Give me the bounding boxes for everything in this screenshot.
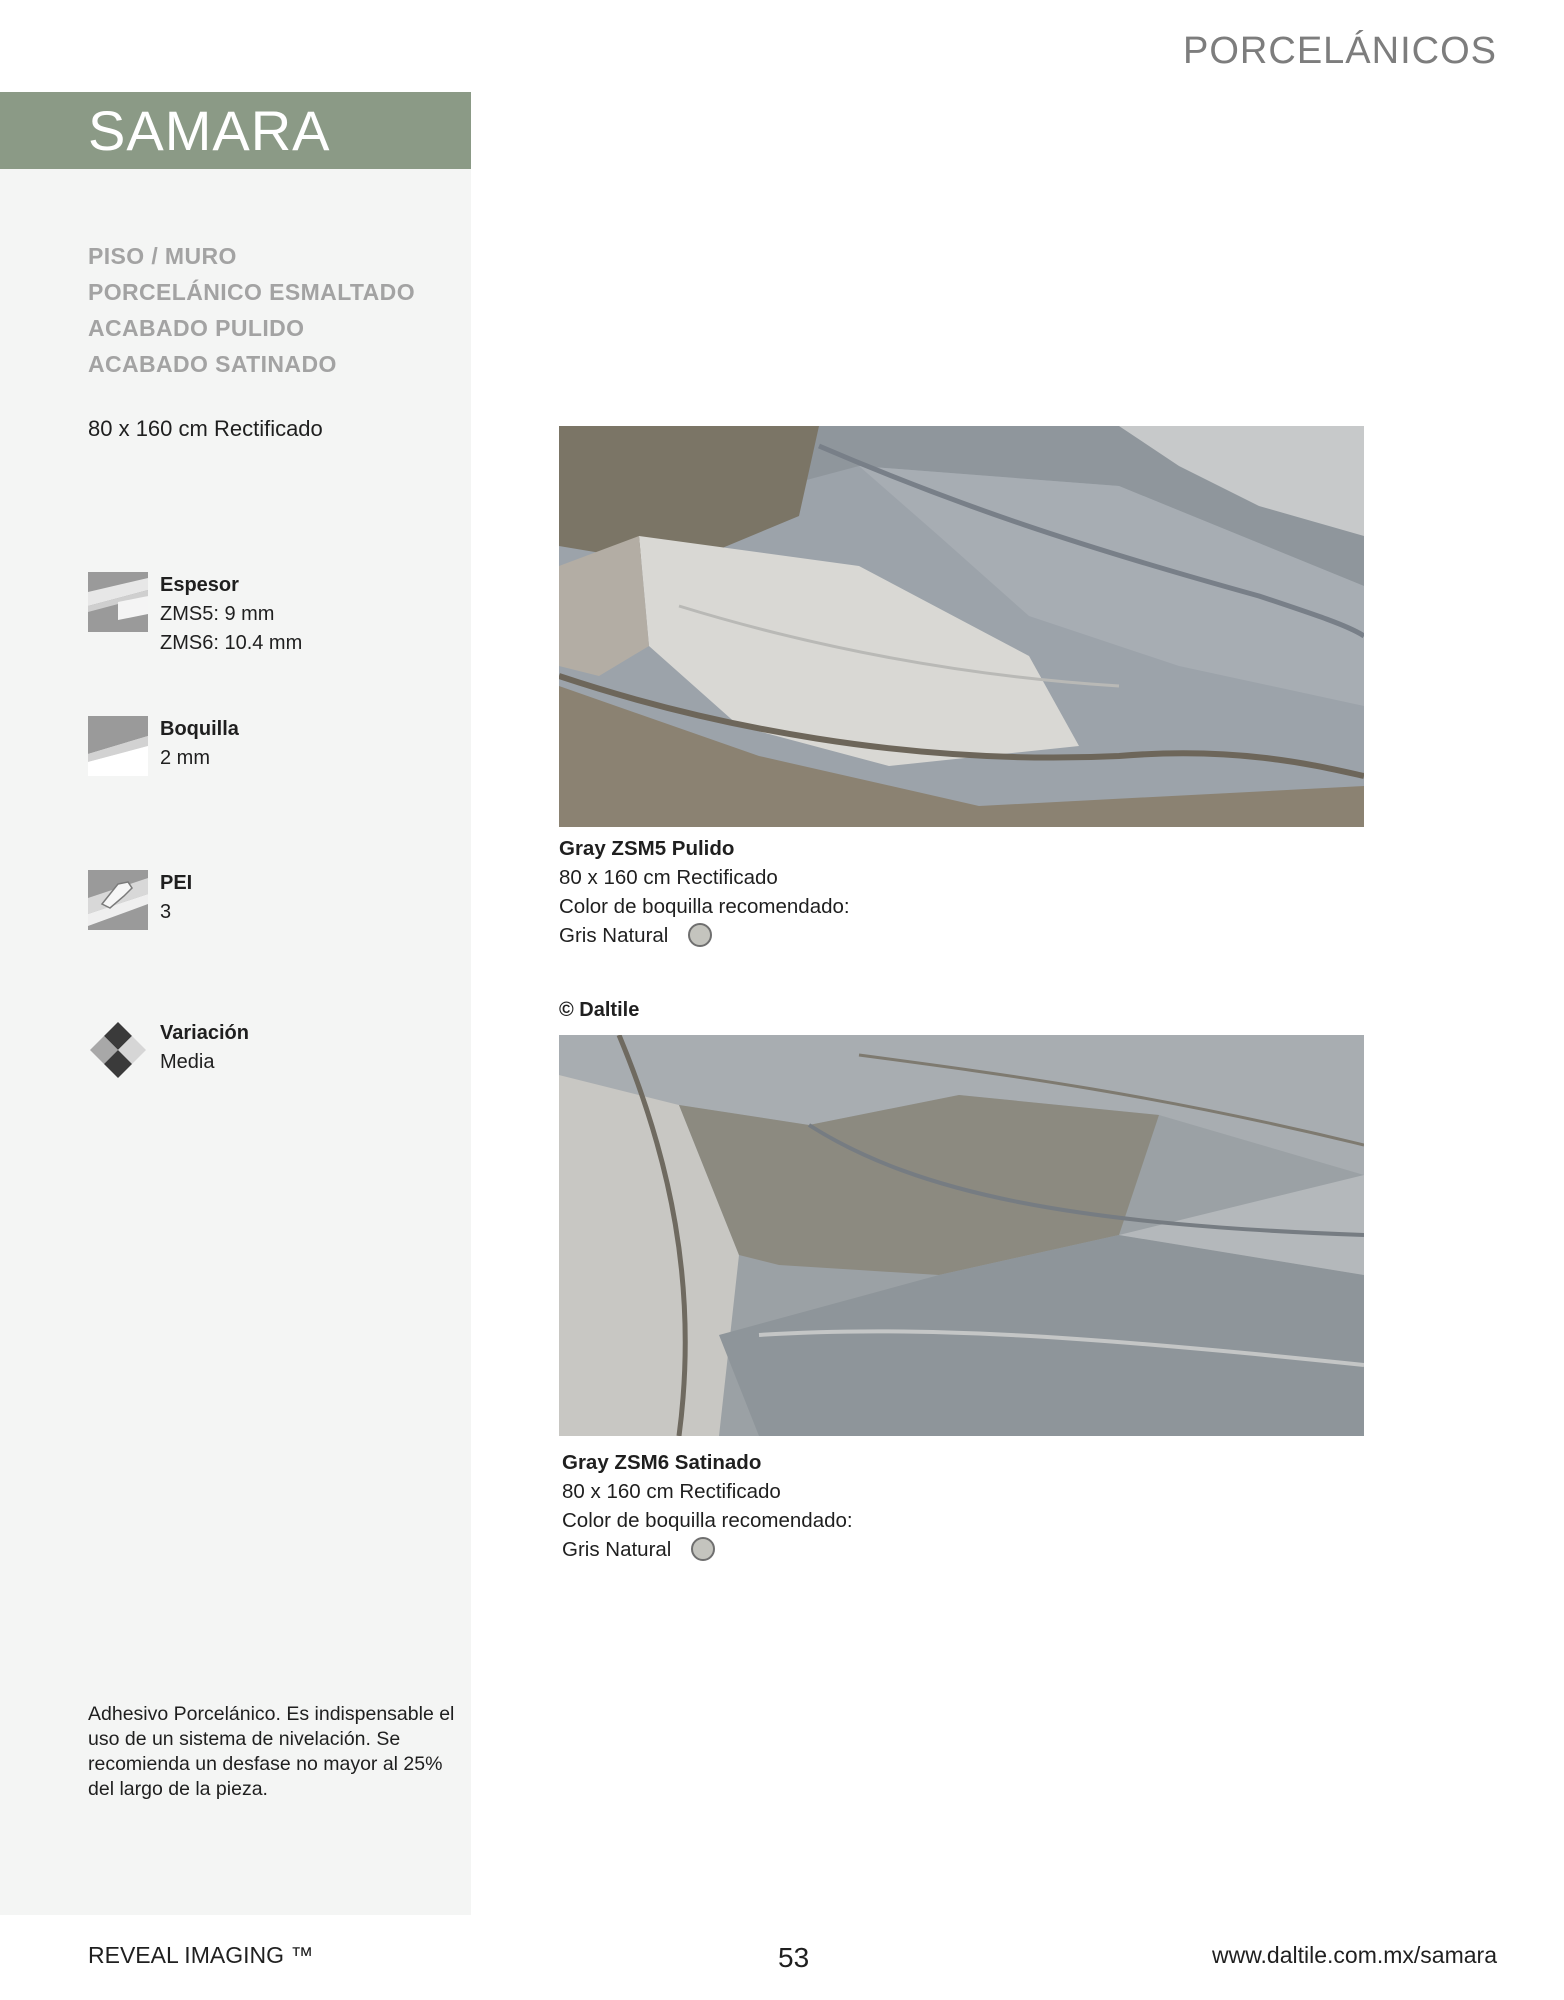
tile-name: Gray ZSM6 Satinado	[562, 1451, 762, 1474]
tile-format: 80 x 160 cm Rectificado	[562, 1480, 781, 1503]
tile-format: 80 x 160 cm Rectificado	[559, 866, 778, 889]
espesor-value-zms5: ZMS5: 9 mm	[160, 603, 275, 625]
spec-finish-polished: ACABADO PULIDO	[88, 315, 305, 341]
tile-image-zsm5	[559, 426, 1364, 827]
section-category: PORCELÁNICOS	[1183, 30, 1497, 72]
variation-icon	[88, 1020, 148, 1080]
pei-label: PEI	[160, 872, 193, 894]
espesor-label: Espesor	[160, 574, 239, 596]
grout-color	[559, 921, 850, 950]
grout-color-name: Gris Natural	[559, 924, 669, 947]
product-format: 80 x 160 cm Rectificado	[88, 416, 323, 441]
footer-brand: REVEAL IMAGING ™	[88, 1942, 314, 1968]
image-credit: © Daltile	[559, 999, 640, 1021]
pei-value: 3	[160, 901, 172, 923]
tile-caption-zsm6	[562, 1448, 853, 1564]
tile-image-zsm6	[559, 1035, 1364, 1436]
boquilla-value: 2 mm	[160, 747, 210, 769]
marble-texture-image	[559, 1035, 1364, 1436]
thickness-icon	[88, 572, 148, 632]
boquilla-label: Boquilla	[160, 718, 239, 740]
variacion-label: Variación	[160, 1022, 249, 1044]
title-bar	[0, 92, 471, 169]
espesor-value-zms6: ZMS6: 10.4 mm	[160, 632, 303, 654]
tile-name: Gray ZSM5 Pulido	[559, 837, 735, 860]
grout-color-name: Gris Natural	[562, 1538, 672, 1561]
grout-joint-icon	[88, 716, 148, 776]
spec-use: PISO / MURO	[88, 243, 237, 269]
grout-swatch	[691, 1537, 715, 1561]
tile-caption-zsm5	[559, 834, 850, 950]
marble-texture-image	[559, 426, 1364, 827]
grout-swatch	[688, 923, 712, 947]
product-title: SAMARA	[88, 99, 331, 162]
variacion-value: Media	[160, 1051, 215, 1073]
spec-material: PORCELÁNICO ESMALTADO	[88, 279, 415, 305]
spec-finish-satin: ACABADO SATINADO	[88, 351, 337, 377]
grout-color	[562, 1535, 853, 1564]
grout-label: Color de boquilla recomendado:	[559, 895, 850, 918]
product-specs	[88, 238, 415, 382]
installation-note: Adhesivo Porcelánico. Es indispensable el uso de un sistema de nivelación. Se recomienda un desfase no mayor al 25% del largo de la pieza.	[88, 1703, 455, 1800]
footer-url[interactable]: www.daltile.com.mx/samara	[1211, 1942, 1497, 1968]
page-number: 53	[778, 1942, 810, 1973]
grout-label: Color de boquilla recomendado:	[562, 1509, 853, 1532]
pei-icon	[88, 870, 148, 930]
